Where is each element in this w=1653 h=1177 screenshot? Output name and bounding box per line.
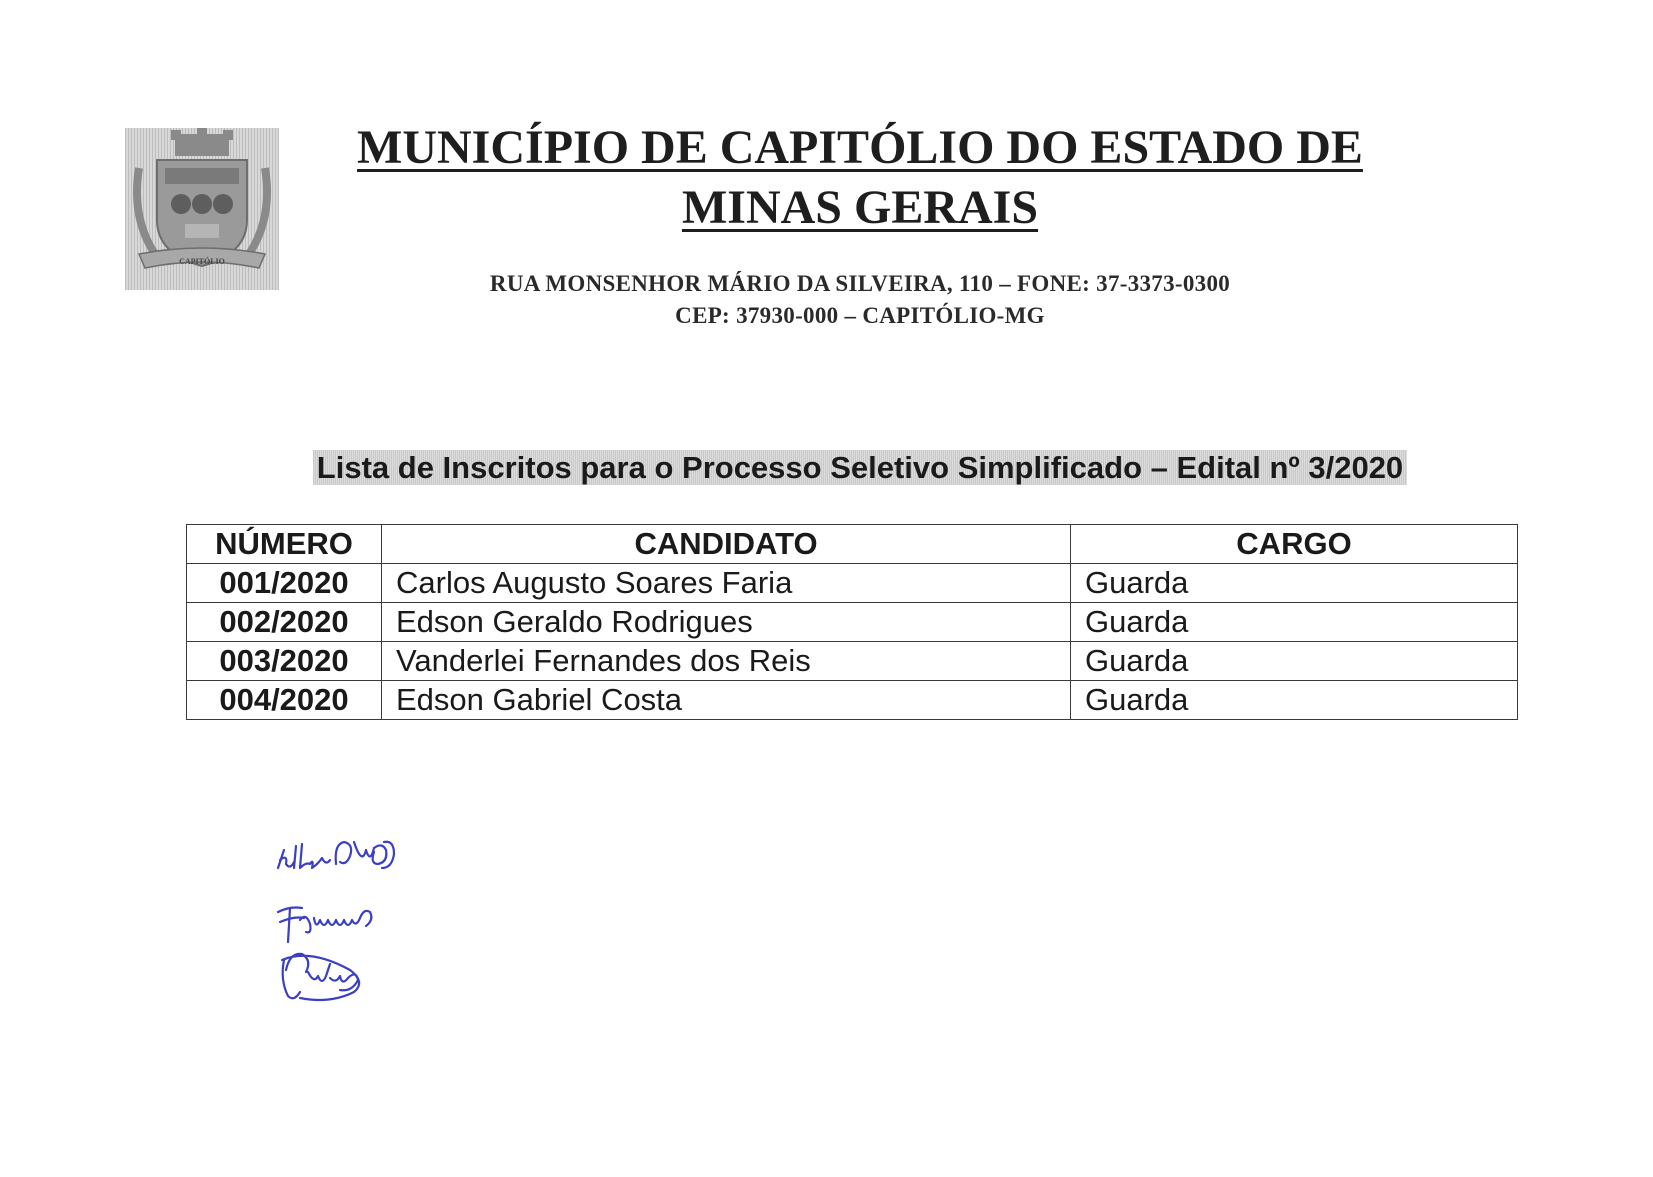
address-line-1: RUA MONSENHOR MÁRIO DA SILVEIRA, 110 – FONE: 37-3373-0300 xyxy=(489,271,1231,296)
row-candidato: Edson Gabriel Costa xyxy=(382,681,1071,720)
address-line-2: CEP: 37930-000 – CAPITÓLIO-MG xyxy=(675,303,1045,328)
row-cargo: Guarda xyxy=(1071,642,1518,681)
title-line-1: MUNICÍPIO DE CAPITÓLIO DO ESTADO DE xyxy=(357,121,1363,174)
coat-of-arms-logo xyxy=(125,128,279,290)
row-candidato: Edson Geraldo Rodrigues xyxy=(382,603,1071,642)
signature-2 xyxy=(278,908,371,943)
list-title xyxy=(240,448,1480,488)
table-row xyxy=(187,642,1518,681)
row-candidato: Vanderlei Fernandes dos Reis xyxy=(382,642,1071,681)
signature-1 xyxy=(278,842,394,868)
logo-ribbon-text: CAPITÓLIO xyxy=(179,257,225,266)
row-cargo: Guarda xyxy=(1071,564,1518,603)
table-row xyxy=(187,603,1518,642)
table-row xyxy=(187,564,1518,603)
signatures xyxy=(270,820,490,1060)
row-numero: 002/2020 xyxy=(187,603,382,642)
row-numero: 001/2020 xyxy=(187,564,382,603)
row-cargo: Guarda xyxy=(1071,681,1518,720)
row-cargo: Guarda xyxy=(1071,603,1518,642)
header-candidato: CANDIDATO xyxy=(382,525,1071,564)
candidates-table xyxy=(186,524,1518,720)
list-title-text: Lista de Inscritos para o Processo Seletivo Simplificado – Edital nº 3/2020 xyxy=(313,450,1407,485)
row-numero: 003/2020 xyxy=(187,642,382,681)
municipality-title xyxy=(300,118,1420,238)
row-numero: 004/2020 xyxy=(187,681,382,720)
address-block xyxy=(300,268,1420,332)
title-line-2: MINAS GERAIS xyxy=(681,181,1039,234)
table-header-row xyxy=(187,525,1518,564)
header-cargo: CARGO xyxy=(1071,525,1518,564)
header-numero: NÚMERO xyxy=(187,525,382,564)
table-row xyxy=(187,681,1518,720)
row-candidato: Carlos Augusto Soares Faria xyxy=(382,564,1071,603)
signature-3 xyxy=(282,954,359,1000)
